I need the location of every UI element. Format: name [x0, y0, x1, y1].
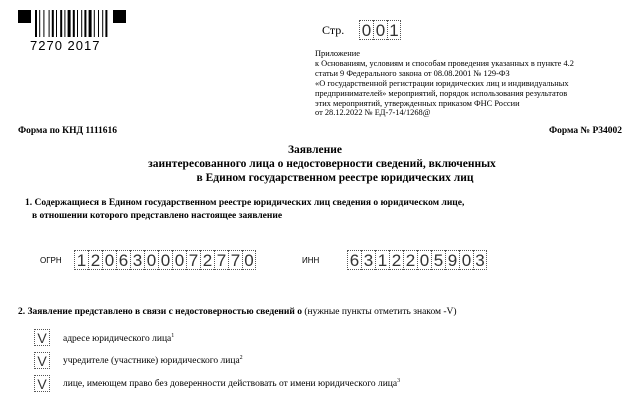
page-number-cells [359, 20, 401, 40]
section2-suffix: (нужные пункты отметить знаком -V) [301, 307, 457, 317]
ogrn-digit-cell[interactable]: 6 [116, 250, 130, 270]
ogrn-digit-cell[interactable]: 0 [144, 250, 158, 270]
annex-line: статьи 9 Федерального закона от 08.08.2001 № 129-ФЗ [315, 68, 510, 78]
ogrn-digit-cell[interactable]: 0 [158, 250, 172, 270]
ogrn-digit-cell[interactable]: 3 [130, 250, 144, 270]
ogrn-digit-cell[interactable]: 0 [102, 250, 116, 270]
ogrn-digit-cell[interactable]: 0 [172, 250, 186, 270]
inn-digit-cell[interactable]: 3 [473, 250, 487, 270]
checkbox-director[interactable]: V [34, 375, 50, 392]
ogrn-digit-cell[interactable]: 7 [186, 250, 200, 270]
page-digit-cell: 0 [359, 20, 373, 40]
inn-digit-cell[interactable]: 5 [431, 250, 445, 270]
ogrn-digit-cell[interactable]: 2 [200, 250, 214, 270]
annex-line: этих мероприятий, утвержденных приказом ФНС России [315, 98, 520, 108]
inn-digit-cell[interactable]: 3 [361, 250, 375, 270]
ogrn-digit-cell[interactable]: 1 [74, 250, 88, 270]
page-digit-cell: 1 [387, 20, 401, 40]
ogrn-digit-cell[interactable]: 7 [214, 250, 228, 270]
section2-heading [18, 307, 457, 317]
inn-digit-cell[interactable]: 9 [445, 250, 459, 270]
section1-heading [25, 197, 464, 222]
annex-line: «О государственной регистрации юридических лиц и индивидуальных [315, 78, 569, 88]
footnote-mark: 2 [239, 355, 243, 361]
ogrn-digit-cell[interactable]: 7 [228, 250, 242, 270]
form-number: Форма № Р34002 [548, 126, 622, 136]
form-knd-code: Форма по КНД 1111616 [18, 126, 118, 136]
barcode-number: 7270 2017 [30, 38, 101, 53]
annex-line: от 28.12.2022 № ЕД-7-14/1268@ [315, 108, 431, 118]
ogrn-field[interactable] [74, 250, 256, 270]
inn-digit-cell[interactable]: 0 [459, 250, 473, 270]
inn-digit-cell[interactable]: 0 [417, 250, 431, 270]
document-title [0, 143, 630, 185]
page-digit-cell: 0 [373, 20, 387, 40]
checkbox-director-label [63, 378, 400, 389]
section1-line: в отношении которого представлено настоящее заявление [32, 210, 283, 221]
inn-label: ИНН [302, 256, 320, 265]
checkbox-address[interactable]: V [34, 329, 50, 346]
annex-line: предпринимателей» мероприятий, порядок использования результатов [315, 88, 568, 98]
inn-digit-cell[interactable]: 2 [403, 250, 417, 270]
item-label-text: адресе юридического лица [63, 334, 172, 345]
inn-digit-cell[interactable]: 2 [389, 250, 403, 270]
inn-digit-cell[interactable]: 1 [375, 250, 389, 270]
title-line: заинтересованного лица о недостоверности сведений, включенных [148, 158, 496, 170]
section2-prefix: 2. Заявление представлено в связи с недостоверностью сведений о [18, 307, 302, 317]
item-label-text: учредителе (участнике) юридического лица [63, 356, 240, 367]
footnote-mark: 1 [171, 333, 175, 339]
annex-note [315, 49, 620, 118]
checkbox-founder-label [63, 355, 243, 366]
ogrn-digit-cell[interactable]: 0 [242, 250, 256, 270]
annex-line: к Основаниям, условиям и способам проведения указанных в пункте 4.2 [315, 58, 574, 68]
footnote-mark: 3 [397, 378, 401, 384]
inn-field[interactable] [347, 250, 487, 270]
item-label-text: лице, имеющем право без доверенности действовать от имени юридического лица [63, 379, 398, 390]
ogrn-digit-cell[interactable]: 2 [88, 250, 102, 270]
checkbox-founder[interactable]: V [34, 352, 50, 369]
annex-line: Приложение [315, 49, 360, 58]
section1-line: 1. Содержащиеся в Едином государственном реестре юридических лиц сведения о юридическом лице, [25, 198, 465, 208]
ogrn-label: ОГРН [40, 256, 62, 265]
title-line: в Едином государственном реестре юридических лиц [196, 172, 474, 184]
inn-digit-cell[interactable]: 6 [347, 250, 361, 270]
checkbox-address-label [63, 333, 174, 344]
page-label: Стр. [322, 23, 345, 37]
title-line: Заявление [287, 144, 342, 156]
